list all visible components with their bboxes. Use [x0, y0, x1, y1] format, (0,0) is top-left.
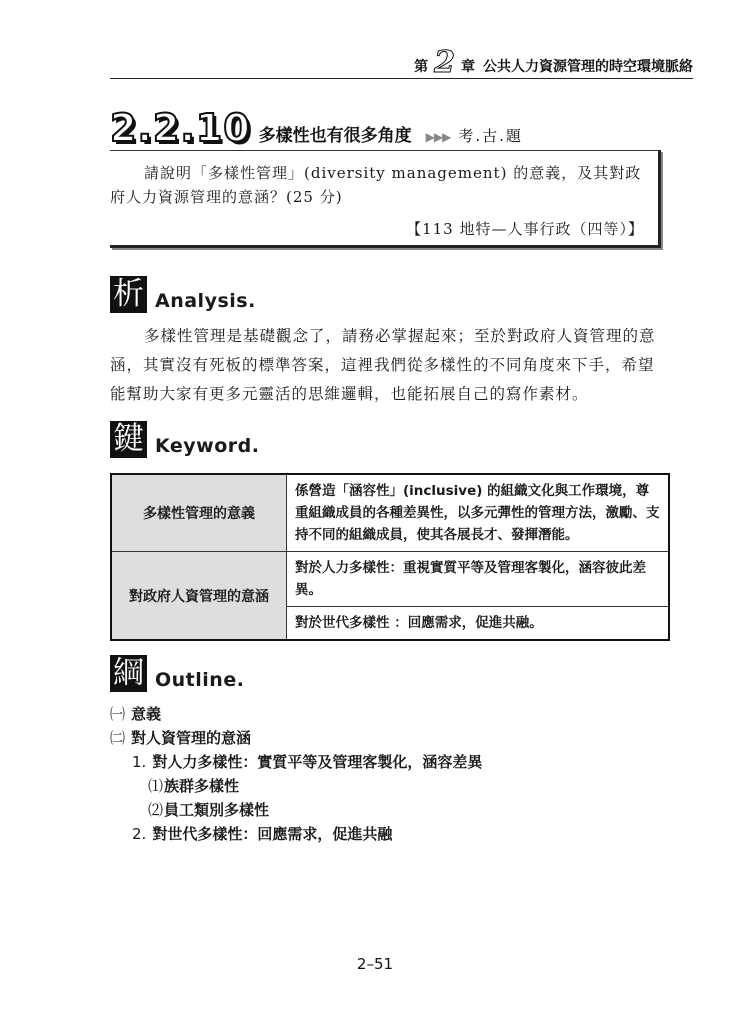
- keyword-value: 對於人力多樣性：重視實質平等及管理客製化，涵容彼此差異。: [287, 552, 670, 607]
- outline-label: Outline.: [155, 669, 245, 691]
- list-item: [110, 798, 482, 822]
- table-row: [111, 552, 669, 607]
- page-number: 2–51: [356, 955, 394, 973]
- list-item: [110, 774, 482, 798]
- keyword-key: 多樣性管理的意義: [111, 474, 287, 552]
- running-header: [414, 45, 693, 80]
- list-marker: ㈠: [110, 705, 126, 723]
- question-text: 請說明「多樣性管理」(diversity management) 的意義，及其對政府人力資源管理的意涵？(25 分): [110, 164, 642, 206]
- analysis-char-icon: 析: [110, 276, 147, 313]
- arrows-icon: ▶▶▶: [425, 130, 451, 144]
- list-item: [110, 702, 482, 726]
- list-text: 對人資管理的意涵: [131, 729, 252, 747]
- table-row: [111, 474, 669, 552]
- chapter-prefix: 第: [414, 59, 429, 75]
- section-number: 2.2.10: [110, 106, 251, 150]
- chapter-suffix: 章: [461, 59, 475, 75]
- list-marker: ⑵: [148, 801, 164, 819]
- list-text: 族群多樣性: [164, 777, 240, 795]
- list-item: [110, 750, 482, 774]
- outline-heading: [110, 655, 244, 692]
- question-box: [110, 150, 661, 248]
- chapter-number: 2: [434, 45, 455, 80]
- keyword-table: [110, 473, 670, 641]
- list-marker: ㈡: [110, 729, 126, 747]
- analysis-label: Analysis.: [155, 290, 256, 312]
- list-item: [110, 822, 482, 846]
- list-text: 對世代多樣性：回應需求，促進共融: [152, 825, 393, 843]
- keyword-label: Keyword.: [155, 435, 260, 457]
- section-name: 多樣性也有很多角度: [258, 126, 412, 146]
- outline-list: [110, 702, 482, 846]
- header-rule: [110, 78, 693, 79]
- analysis-text: 多樣性管理是基礎觀念了，請務必掌握起來；至於對政府人資管理的意涵，其實沒有死板的標準答案，這裡我們從多樣性的不同角度來下手，希望能幫助大家有更多元靈活的思維邏輯，也能拓展自己的寫作素材。: [110, 327, 656, 403]
- list-marker: 2.: [132, 825, 147, 843]
- keyword-value: 係營造「涵容性」(inclusive) 的組織文化與工作環境，尊重組織成員的各種差異性，以多元彈性的管理方法，激勵、支持不同的組織成員，使其各展長才、發揮潛能。: [287, 474, 670, 552]
- chapter-title: 公共人力資源管理的時空環境脈絡: [483, 59, 693, 75]
- exam-tag: 考.古.題: [458, 127, 523, 145]
- list-text: 員工類別多樣性: [164, 801, 270, 819]
- list-text: 意義: [131, 705, 162, 723]
- list-item: [110, 726, 482, 750]
- list-marker: 1.: [132, 753, 147, 771]
- keyword-char-icon: 鍵: [110, 421, 147, 458]
- keyword-value: 對於世代多樣性 ：回應需求，促進共融。: [287, 607, 670, 641]
- question-source: 【113 地特—人事行政（四等）】: [406, 220, 644, 238]
- list-text: 對人力多樣性：實質平等及管理客製化，涵容差異: [152, 753, 483, 771]
- keyword-key: 對政府人資管理的意涵: [111, 552, 287, 641]
- outline-char-icon: 綱: [110, 655, 147, 692]
- section-title: [110, 106, 523, 150]
- list-marker: ⑴: [148, 777, 164, 795]
- keyword-heading: [110, 421, 259, 458]
- analysis-heading: [110, 276, 256, 313]
